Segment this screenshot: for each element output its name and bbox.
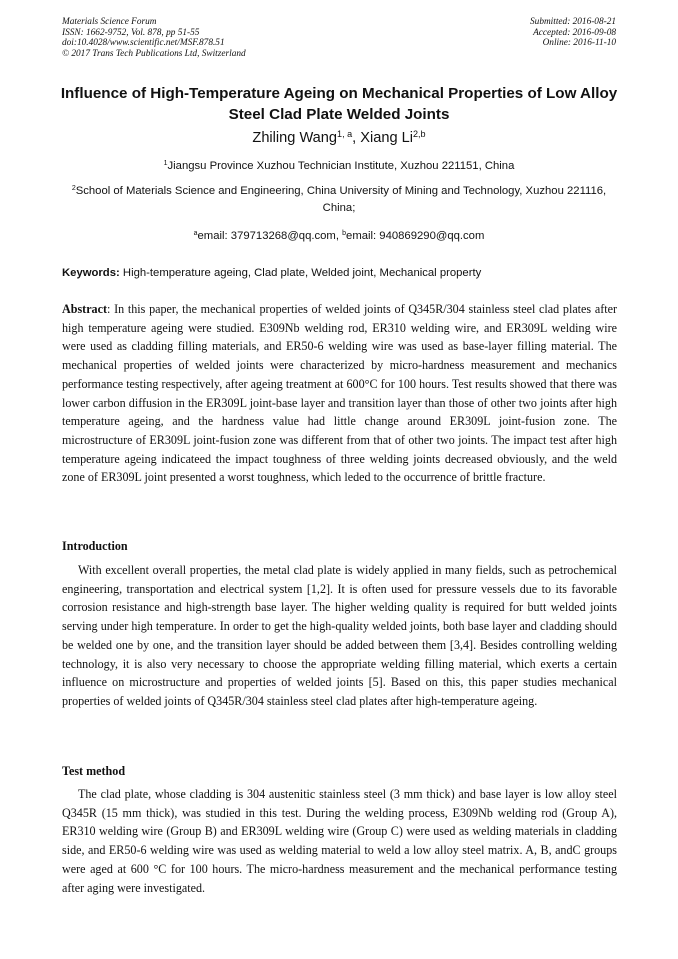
affiliation-marker: 2: [71, 185, 76, 193]
affiliation-1: [62, 158, 616, 175]
journal-info: [62, 17, 246, 59]
affiliation-text: Jiangsu Province Xuzhou Technician Institute, Xuzhou 221151, China: [167, 160, 515, 172]
introduction-paragraph: With excellent overall properties, the metal clad plate is widely applied in many fields, such as petrochemical engineering, transportation and electrical system [1,2]. It is often used for pressure vessels due to its favorable corrosion resistance and high-strength base layer. The higher welding quality is required for butt welded joints serving under high temperature. In order to get the high-quality welded joints, both base layer and cladding should be welded one by one, and the transition layer should be added between them [3,4]. Besides controlling welding technology, it is also very necessary to choose the appropriate welding filling material, which exerts a certain influence on microstructure and properties of welded joints [5]. Based on this, this paper studies mechanical properties of welded joints of Q345R/304 stainless steel clad plates after high-temperature ageing.: [62, 563, 617, 708]
online-date: Online: 2016-11-10: [542, 38, 616, 49]
author-emails: [0, 228, 678, 244]
keywords-text: High-temperature ageing, Clad plate, Welded joint, Mechanical property: [119, 267, 482, 279]
paper-title: Influence of High-Temperature Ageing on Mechanical Properties of Low Alloy Steel Clad Plate Welded Joints: [60, 85, 618, 123]
journal-doi: doi:10.4028/www.scientific.net/MSF.878.51: [62, 38, 225, 49]
author-name: Zhiling Wang: [252, 130, 338, 146]
email-text: email: 379713268@qq.com,: [197, 230, 343, 242]
affiliation-text: School of Materials Science and Engineering, China University of Mining and Technology, Xuzhou 221116, China;: [75, 185, 607, 214]
keywords-label: Keywords:: [62, 267, 120, 279]
submitted-date: Submitted: 2016-08-21: [530, 17, 616, 27]
email-marker: b: [342, 230, 347, 238]
email-text: email: 940869290@qq.com: [346, 230, 485, 242]
journal-issn: ISSN: 1662-9752, Vol. 878, pp 51-55: [62, 27, 200, 38]
author-list: [0, 129, 678, 147]
affiliation-marker: 1: [163, 160, 168, 168]
test-method-paragraph: The clad plate, whose cladding is 304 austenitic stainless steel (3 mm thick) and base layer is low alloy steel Q345R (15 mm thick), was studied in this test. During the welding process, E309Nb welding rod (Group A), ER310 welding wire (Group B) and ER309L welding wire (Group C) were used as welding materials in cladding side, and ER50-6 welding wire was used as welding material to weld a low alloy steel matrix. A, B, andC groups were aged at 600 °C for 100 hours. The micro-hardness measurement and the mechanical performance testing after aging were investigated.: [62, 787, 617, 895]
author-affiliation-marker: 1, a: [337, 129, 353, 140]
email-marker: a: [193, 230, 198, 238]
section-heading-test-method: Test method: [62, 764, 126, 778]
author-affiliation-marker: 2,b: [413, 129, 426, 140]
author-separator: ,: [352, 130, 361, 146]
accepted-date: Accepted: 2016-09-08: [533, 27, 616, 38]
affiliation-2: [62, 183, 616, 217]
journal-copyright: © 2017 Trans Tech Publications Ltd, Switzerland: [62, 48, 246, 59]
author-name: Xiang Li: [360, 130, 413, 146]
abstract-label: Abstract: [62, 302, 108, 316]
abstract: [62, 300, 617, 487]
journal-name: Materials Science Forum: [62, 17, 157, 27]
submission-dates: [530, 17, 616, 49]
abstract-text: : In this paper, the mechanical properties of welded joints of Q345R/304 stainless steel clad plates after high temperature ageing were studied. E309Nb welding rod, ER310 welding wire, and ER309L welding wire were used as cladding filling materials, and ER50-6 welding wire was used as base-layer filling material. The mechanical properties of welded joints were characterized by micro-hardness measurement and mechanics performance testing respectively, after ageing treatment at 600°C for 100 hours. Test results showed that there was lower carbon diffusion in the ER309L joint-base layer and transition layer than those of other two joints after high temperature ageing, and the hardness value had little change around ER309L joint-fusion zone. The microstructure of ER309L joint-fusion zone was different from that of other two joints. The impact test after high temperature ageing indicateed the impact toughness of three welding joints decreased obviously, and the weld zone of ER309L joint presented a worst toughness, which leded to the occurrence of brittle fracture.: [62, 302, 617, 485]
section-heading-introduction: Introduction: [62, 539, 128, 553]
keywords: [62, 265, 616, 281]
